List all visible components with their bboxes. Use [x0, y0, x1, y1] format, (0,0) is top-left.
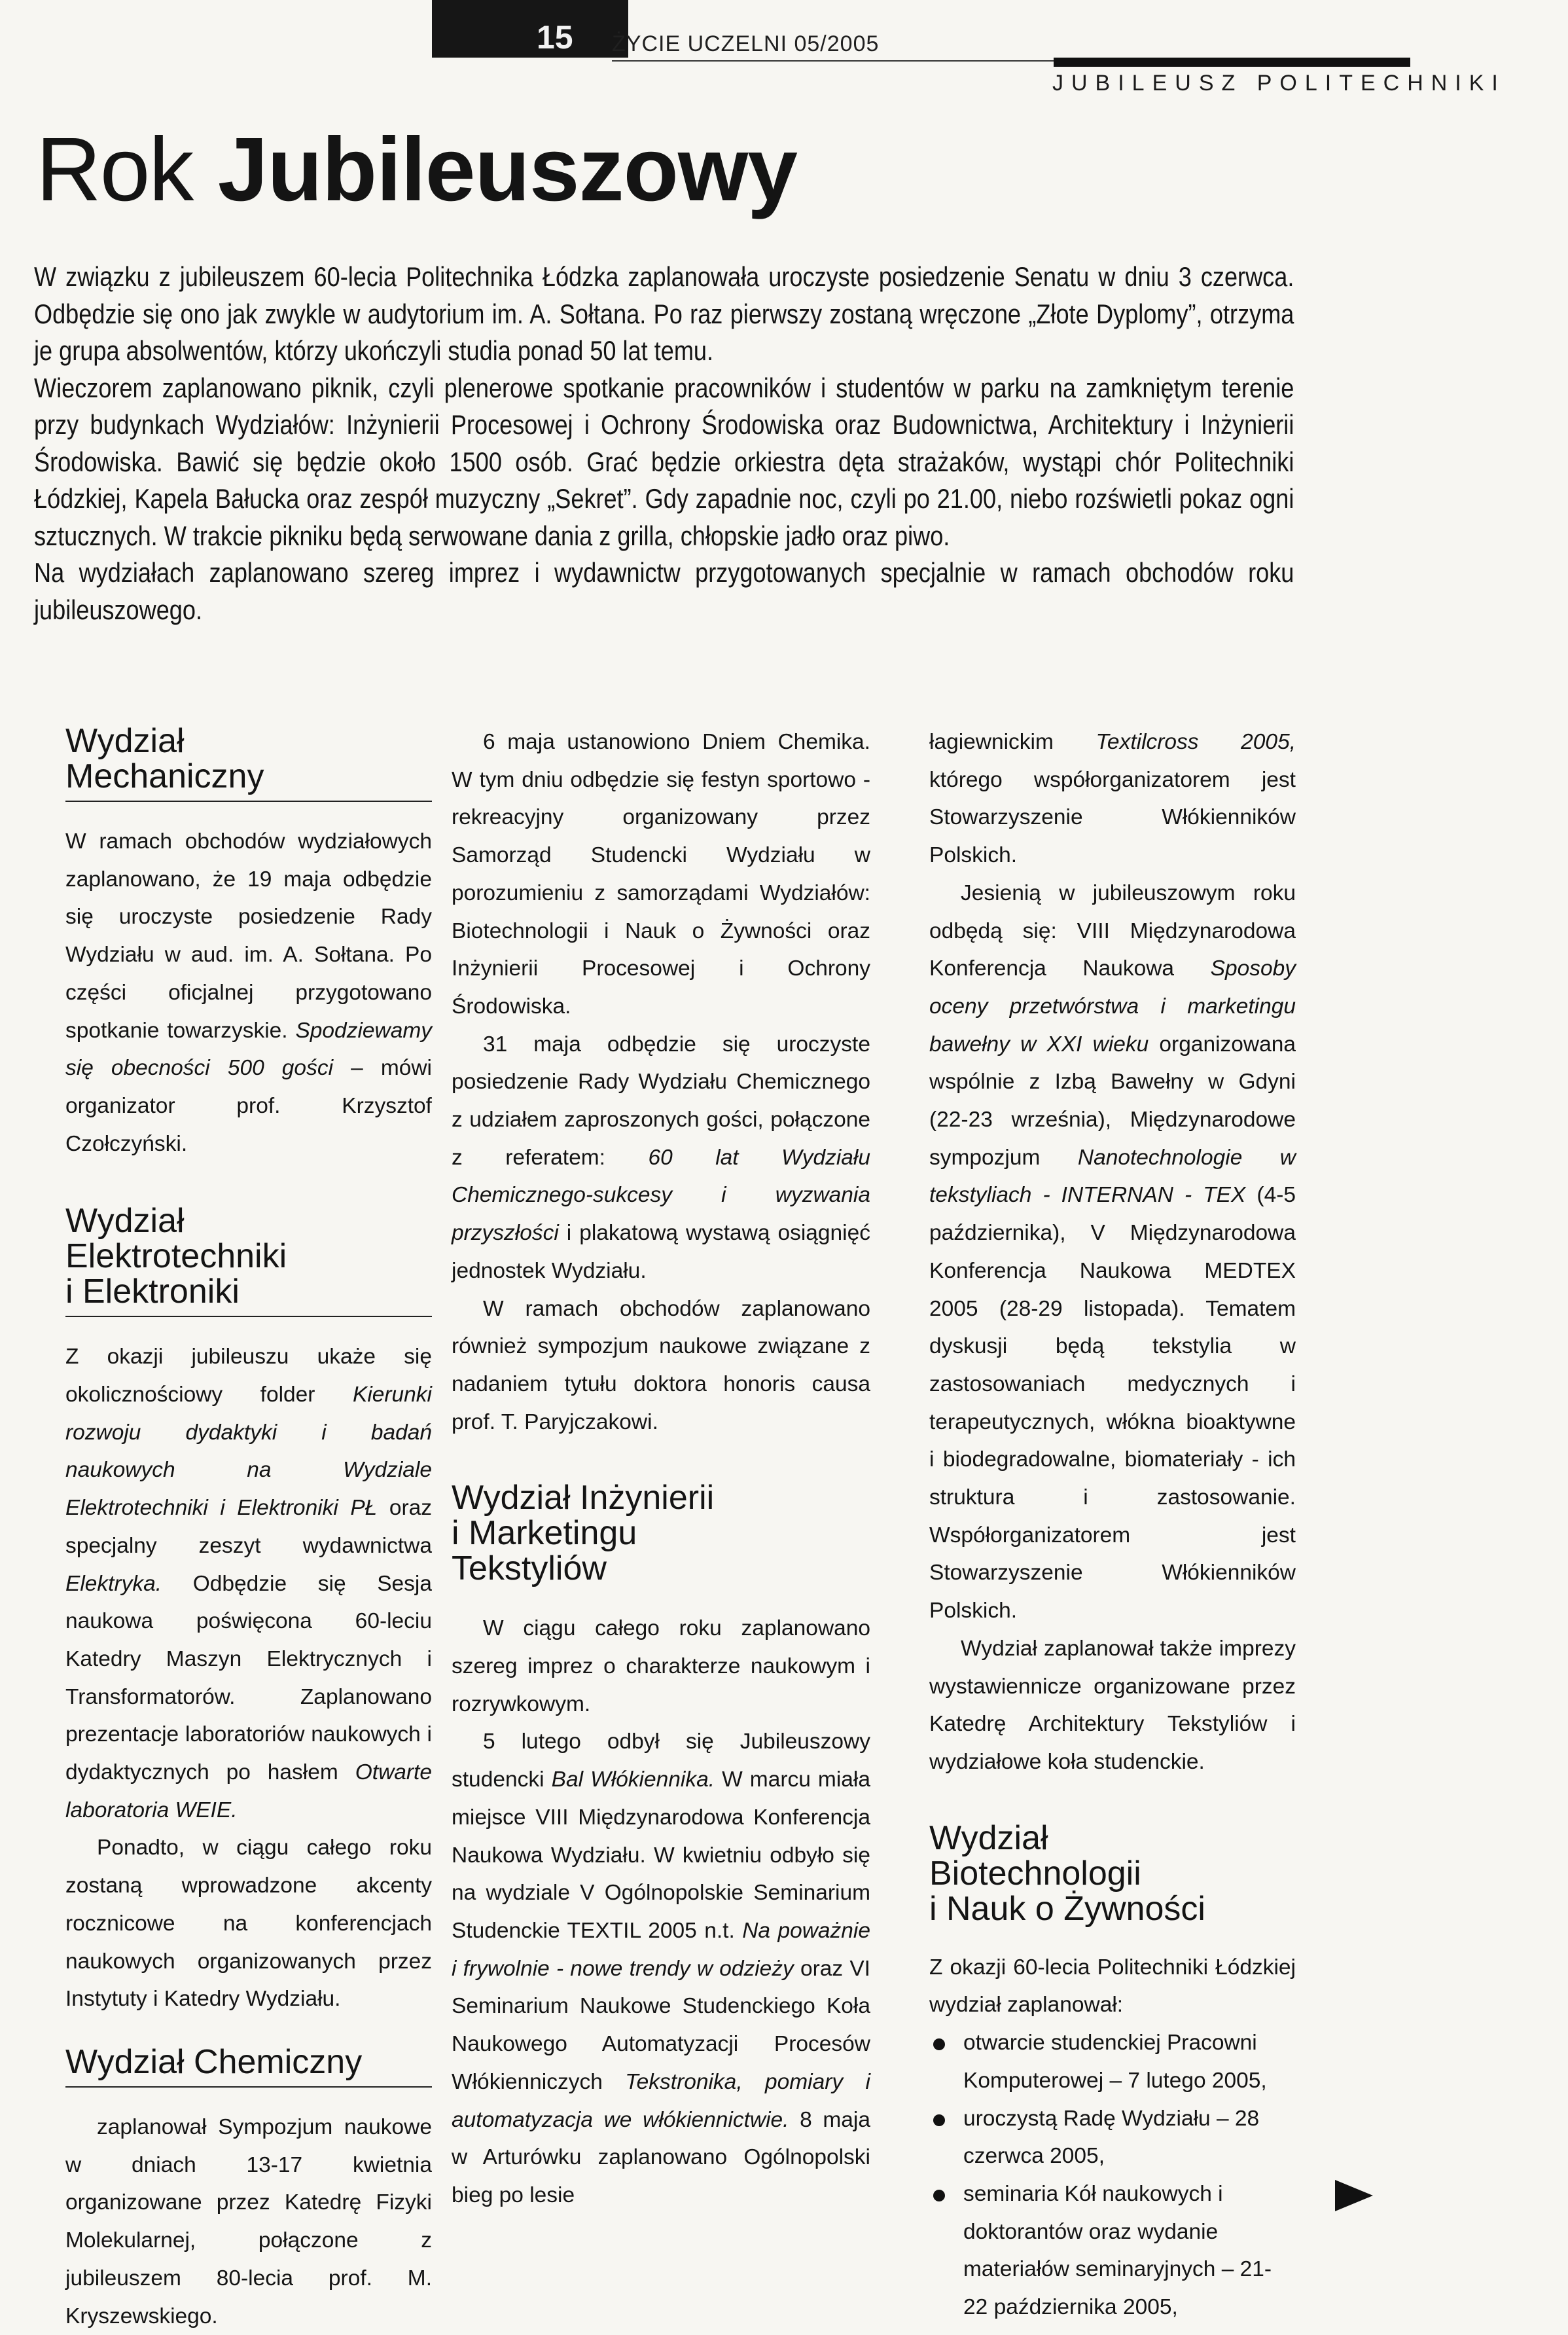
lead-text: [34, 259, 1297, 628]
header-bar: [432, 0, 628, 58]
heading-biotechnologii: Wydział Biotechnologii i Nauk o Żywności: [929, 1819, 1205, 1928]
lead-paragraph: W związku z jubileuszem 60-lecia Politechnika Łódzka zaplanowała uroczyste posiedzenie Senatu w dniu 3 czerwca. Odbędzie się ono jak zwykle w audytorium im. A. Sołtana. Po raz pierwszy zostaną wręczone „Złote Dyplomy”, otrzyma je grupa absolwentów, którzy ukończyli studia ponad 50 lat temu.: [34, 261, 1294, 366]
list-item: uroczystą Radę Wydziału – 28 czerwca 2005,: [929, 2100, 1296, 2175]
title-bold: Jubileuszowy: [217, 119, 797, 220]
lead-paragraph: Na wydziałach zaplanowano szereg imprez i wydawnictw przygotowanych specjalnie w ramach obchodów roku jubileuszowego.: [34, 557, 1294, 625]
heading-rule: [65, 801, 432, 802]
paragraph: łagiewnickim Textilcross 2005, którego współorganizatorem jest Stowarzyszenie Włókienników Polskich.: [929, 730, 1296, 868]
column-3: [929, 723, 1296, 2326]
paragraph: 6 maja ustanowiono Dniem Chemika. W tym dniu odbędzie się festyn sportowo - rekreacyjny organizowany przez Samorząd Studencki Wydziału w porozumieniu z samorządami Wydziałów: Biotechnologii i Nauk o Żywności oraz Inżynierii Procesowej i Ochrony Środowiska.: [452, 730, 870, 1019]
lead-paragraph: Wieczorem zaplanowano piknik, czyli plenerowe spotkanie pracowników i studentów w parku na zamkniętym terenie przy budynkach Wydziałów: Inżynierii Procesowej i Ochrony Środowiska oraz Budownictwa, Architektury i Inżynierii Środowiska. Bawić się będzie około 1500 osób. Grać będzie orkiestra dęta strażaków, wystąpi chór Politechniki Łódzkiej, Kapela Bałucka oraz zespół muzyczny „Sekret”. Gdy zapadnie noc, czyli po 21.00, niebo rozświetli pokaz ogni sztucznych. W trakcie pikniku będą serwowane dania z grilla, chłopskie jadło oraz piwo.: [34, 372, 1294, 551]
bullet-list: [929, 2024, 1296, 2326]
heading-elektrotechniki: Wydział Elektrotechniki i Elektroniki: [65, 1202, 287, 1311]
page-number: 15: [537, 19, 573, 56]
article-title: [36, 119, 797, 220]
paragraph: 31 maja odbędzie się uroczyste posiedzenie Rady Wydziału Chemicznego z udziałem zaproszonych gości, połączone z referatem: 60 lat Wydziału Chemicznego-sukcesy i wyzwania przyszłości i plakatową wystawą osiągnięć jednostek Wydziału.: [452, 1032, 870, 1283]
paragraph: Jesienią w jubileuszowym roku odbędą się: VIII Międzynarodowa Konferencja Naukowa Sposoby oceny przetwórstwa i marketingu bawełny w XXI wieku organizowana wspólnie z Izbą Bawełny w Gdyni (22-23 września), Międzynarodowe sympozjum Nanotechnologie w tekstyliach - INTERNAN - TEX (4-5 października), V Międzynarodowa Konferencja Naukowa MEDTEX 2005 (28-29 listopada). Tematem dyskusji będą tekstylia w zastosowaniach medycznych i terapeutycznych, włókna bioaktywne i biodegradowalne, biomateriały - ich struktura i zastosowanie. Współorganizatorem jest Stowarzyszenie Włókienników Polskich.: [929, 880, 1296, 1623]
paragraph: zaplanował Sympozjum naukowe w dniach 13-17 kwietnia organizowane przez Katedrę Fizyki Molekularnej, połączone z jubileuszem 80-lecia prof. M. Kryszewskiego.: [65, 2114, 432, 2328]
title-light: Rok: [36, 119, 193, 220]
paragraph: W ramach obchodów wydziałowych zaplanowano, że 19 maja odbędzie się uroczyste posiedzenie Rady Wydziału w aud. im. A. Sołtana. Po części oficjalnej przygotowano spotkanie towarzyskie. Spodziewamy się obecności 500 gości – mówi organizator prof. Krzysztof Czołczyński.: [65, 829, 432, 1156]
magazine-title: ŻYCIE UCZELNI 05/2005: [612, 31, 880, 56]
paragraph: Ponadto, w ciągu całego roku zostaną wprowadzone akcenty rocznicowe na konferencjach naukowych organizowanych przez Instytuty i Katedry Wydziału.: [65, 1836, 432, 2012]
heading-tekstyliow: Wydział Inżynierii i Marketingu Tekstyliów: [452, 1479, 715, 1588]
heading-rule: [65, 1316, 432, 1317]
list-item: otwarcie studenckiej Pracowni Komputerowej – 7 lutego 2005,: [929, 2024, 1296, 2099]
paragraph: Z okazji 60-lecia Politechniki Łódzkiej wydział zaplanował:: [929, 1955, 1296, 2018]
section-rule: [1054, 58, 1410, 67]
paragraph: W ciągu całego roku zaplanowano szereg imprez o charakterze naukowym i rozrywkowym.: [452, 1616, 870, 1716]
heading-chemiczny: Wydział Chemiczny: [65, 2042, 363, 2081]
paragraph: Wydział zaplanował także imprezy wystawiennicze organizowane przez Katedrę Architektury Tekstyliów i wydziałowe koła studenckie.: [929, 1636, 1296, 1774]
heading-mechaniczny: Wydział Mechaniczny: [65, 722, 264, 795]
section-name: JUBILEUSZ POLITECHNIKI: [1052, 71, 1506, 96]
continue-arrow-icon: [1335, 2180, 1373, 2211]
list-item: seminaria Kół naukowych i doktorantów oraz wydanie materiałów seminaryjnych – 21-22 października 2005,: [929, 2175, 1296, 2326]
heading-rule: [65, 2086, 432, 2088]
column-2: [452, 723, 870, 2215]
paragraph: 5 lutego odbył się Jubileuszowy studencki Bal Włókiennika. W marcu miała miejsce VIII Międzynarodowa Konferencja Naukowa Wydziału. W kwietniu odbyło się na wydziale V Ogólnopolskie Seminarium Studenckie TEXTIL 2005 n.t. Na poważnie i frywolnie - nowe trendy w odzieży oraz VI Seminarium Naukowe Studenckiego Koła Naukowego Automatyzacji Procesów Włókienniczych Tekstronika, pomiary i automatyzacja we włókiennictwie. 8 maja w Arturówku zaplanowano Ogólnopolski bieg po lesie: [452, 1729, 870, 2207]
paragraph: W ramach obchodów zaplanowano również sympozjum naukowe związane z nadaniem tytułu doktora honoris causa prof. T. Paryjczakowi.: [452, 1296, 870, 1434]
paragraph: Z okazji jubileuszu ukaże się okolicznościowy folder Kierunki rozwoju dydaktyki i badań naukowych na Wydziale Elektrotechniki i Elektroniki PŁ oraz specjalny zeszyt wydawnictwa Elektryka. Odbędzie się Sesja naukowa poświęcona 60-leciu Katedry Maszyn Elektrycznych i Transformatorów. Zaplanowano prezentacje laboratoriów naukowych i dydaktycznych po hasłem Otwarte laboratoria WEIE.: [65, 1345, 433, 1822]
column-1: [65, 723, 432, 2335]
